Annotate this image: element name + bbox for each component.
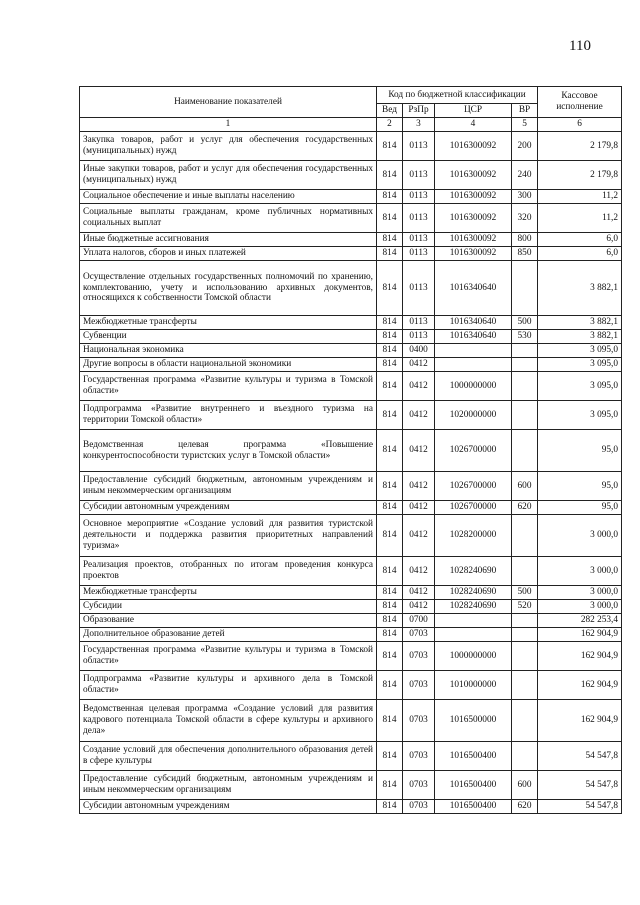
row-name: Создание условий для обеспечения дополнительного образования детей в сфере культуры [80,742,377,771]
budget-execution-table [79,86,622,814]
row-vr [512,358,538,372]
row-sum: 95,0 [538,472,622,501]
row-vr [512,261,538,316]
row-ved: 814 [377,358,403,372]
row-ved: 814 [377,628,403,642]
row-ved: 814 [377,132,403,161]
table-row [80,358,622,372]
row-ved: 814 [377,344,403,358]
row-sum: 2 179,8 [538,132,622,161]
row-vr: 520 [512,600,538,614]
table-row [80,557,622,586]
row-vr: 200 [512,132,538,161]
col-number: 1 [80,118,377,132]
table-row [80,742,622,771]
row-sum: 3 882,1 [538,316,622,330]
row-rzpr: 0113 [403,247,435,261]
row-ved: 814 [377,261,403,316]
table-row [80,261,622,316]
row-name: Осуществление отдельных государственных полномочий по хранению, комплектованию, учету и использованию архивных документов, относящихся к собственности Томской области [80,261,377,316]
row-sum: 3 095,0 [538,372,622,401]
row-ved: 814 [377,515,403,557]
row-name: Реализация проектов, отобранных по итогам проведения конкурса проектов [80,557,377,586]
table-row [80,614,622,628]
table-row [80,700,622,742]
row-sum: 3 000,0 [538,586,622,600]
row-ved: 814 [377,557,403,586]
row-csr: 1016500000 [435,700,512,742]
row-vr [512,401,538,430]
row-name: Межбюджетные трансферты [80,316,377,330]
row-csr [435,628,512,642]
row-vr [512,344,538,358]
row-rzpr: 0113 [403,316,435,330]
row-sum: 54 547,8 [538,800,622,814]
row-csr: 1016500400 [435,742,512,771]
header-rzpr: РзПр [403,104,435,118]
table-row [80,600,622,614]
row-name: Ведомственная целевая программа «Повышение конкурентоспособности туристских услуг в Томской области» [80,430,377,472]
row-csr: 1026700000 [435,430,512,472]
row-name: Ведомственная целевая программа «Создание условий для развития кадрового потенциала Томской области в сфере культуры и архивного дела» [80,700,377,742]
table-row [80,671,622,700]
column-number-row [80,118,622,132]
row-vr [512,557,538,586]
row-rzpr: 0113 [403,233,435,247]
row-ved: 814 [377,430,403,472]
row-ved: 814 [377,742,403,771]
row-csr: 1016300092 [435,132,512,161]
row-name: Образование [80,614,377,628]
table-row [80,800,622,814]
row-vr [512,742,538,771]
table-row [80,642,622,671]
row-vr: 500 [512,316,538,330]
row-rzpr: 0703 [403,800,435,814]
row-ved: 814 [377,771,403,800]
row-name: Подпрограмма «Развитие культуры и архивного дела в Томской области» [80,671,377,700]
row-name: Национальная экономика [80,344,377,358]
table-row [80,401,622,430]
row-rzpr: 0400 [403,344,435,358]
row-sum: 162 904,9 [538,628,622,642]
row-ved: 814 [377,190,403,204]
table-row [80,344,622,358]
row-vr: 500 [512,586,538,600]
row-csr: 1020000000 [435,401,512,430]
row-name: Подпрограмма «Развитие внутреннего и въездного туризма на территории Томской области» [80,401,377,430]
row-csr: 1028240690 [435,586,512,600]
row-vr: 600 [512,472,538,501]
row-sum: 54 547,8 [538,742,622,771]
row-rzpr: 0412 [403,515,435,557]
row-vr: 300 [512,190,538,204]
row-vr [512,671,538,700]
row-sum: 3 000,0 [538,557,622,586]
table-row [80,586,622,600]
row-ved: 814 [377,233,403,247]
row-rzpr: 0703 [403,628,435,642]
row-csr: 1016340640 [435,261,512,316]
header-code-group: Код по бюджетной классификации [377,87,538,104]
row-name: Государственная программа «Развитие культуры и туризма в Томской области» [80,372,377,401]
table-row [80,501,622,515]
row-sum: 162 904,9 [538,700,622,742]
row-name: Субвенции [80,330,377,344]
row-ved: 814 [377,700,403,742]
row-vr: 620 [512,501,538,515]
col-number: 3 [403,118,435,132]
row-csr: 1016300092 [435,190,512,204]
col-number: 4 [435,118,512,132]
row-vr: 620 [512,800,538,814]
row-rzpr: 0703 [403,771,435,800]
row-rzpr: 0703 [403,642,435,671]
row-sum: 3 000,0 [538,600,622,614]
row-rzpr: 0700 [403,614,435,628]
row-name: Иные бюджетные ассигнования [80,233,377,247]
row-ved: 814 [377,372,403,401]
row-ved: 814 [377,204,403,233]
table-row [80,204,622,233]
col-number: 5 [512,118,538,132]
table-row [80,771,622,800]
row-rzpr: 0412 [403,372,435,401]
row-sum: 11,2 [538,204,622,233]
table-row [80,233,622,247]
table-row [80,316,622,330]
row-ved: 814 [377,316,403,330]
row-ved: 814 [377,401,403,430]
row-vr: 320 [512,204,538,233]
header-cash-line1: Кассовое [561,91,598,102]
row-name: Предоставление субсидий бюджетным, автономным учреждениям и иным некоммерческим организациям [80,472,377,501]
row-rzpr: 0703 [403,671,435,700]
row-sum: 95,0 [538,430,622,472]
row-name: Основное мероприятие «Создание условий для развития туристской деятельности и поддержка развития приоритетных направлений туризма» [80,515,377,557]
row-name: Уплата налогов, сборов и иных платежей [80,247,377,261]
row-name: Социальное обеспечение и иные выплаты населению [80,190,377,204]
row-csr: 1016300092 [435,204,512,233]
row-csr: 1016300092 [435,233,512,247]
page-number: 110 [569,38,591,54]
row-name: Закупка товаров, работ и услуг для обеспечения государственных (муниципальных) нужд [80,132,377,161]
table-row [80,628,622,642]
table-row [80,472,622,501]
row-ved: 814 [377,671,403,700]
table-row [80,515,622,557]
row-name: Государственная программа «Развитие культуры и туризма в Томской области» [80,642,377,671]
row-sum: 95,0 [538,501,622,515]
row-vr: 800 [512,233,538,247]
row-csr: 1016500400 [435,771,512,800]
row-csr: 1016300092 [435,161,512,190]
row-name: Субсидии автономным учреждениям [80,501,377,515]
row-sum: 162 904,9 [538,671,622,700]
row-sum: 3 882,1 [538,261,622,316]
header-cash-execution [538,87,622,118]
row-csr [435,344,512,358]
header-name: Наименование показателей [80,87,377,118]
row-rzpr: 0703 [403,700,435,742]
row-name: Иные закупки товаров, работ и услуг для обеспечения государственных (муниципальных) нужд [80,161,377,190]
row-sum: 162 904,9 [538,642,622,671]
row-csr: 1016300092 [435,247,512,261]
row-sum: 6,0 [538,233,622,247]
row-ved: 814 [377,642,403,671]
row-name: Социальные выплаты гражданам, кроме публичных нормативных социальных выплат [80,204,377,233]
row-csr: 1026700000 [435,501,512,515]
row-name: Предоставление субсидий бюджетным, автономным учреждениям и иным некоммерческим организациям [80,771,377,800]
row-rzpr: 0412 [403,430,435,472]
row-rzpr: 0412 [403,586,435,600]
row-rzpr: 0113 [403,261,435,316]
row-csr: 1026700000 [435,472,512,501]
row-csr: 1016340640 [435,316,512,330]
table-header [80,87,622,132]
row-vr: 850 [512,247,538,261]
row-sum: 3 095,0 [538,344,622,358]
table-row [80,190,622,204]
row-csr: 1016500400 [435,800,512,814]
row-vr: 600 [512,771,538,800]
row-vr [512,372,538,401]
row-ved: 814 [377,614,403,628]
row-sum: 2 179,8 [538,161,622,190]
row-rzpr: 0412 [403,501,435,515]
table-body [80,132,622,814]
row-ved: 814 [377,501,403,515]
row-ved: 814 [377,600,403,614]
row-rzpr: 0113 [403,204,435,233]
row-vr [512,430,538,472]
row-rzpr: 0412 [403,600,435,614]
row-csr: 1010000000 [435,671,512,700]
row-rzpr: 0113 [403,330,435,344]
row-csr: 1000000000 [435,642,512,671]
header-ved: Вед [377,104,403,118]
row-rzpr: 0703 [403,742,435,771]
row-vr [512,628,538,642]
row-csr: 1028240690 [435,557,512,586]
row-sum: 3 095,0 [538,401,622,430]
row-ved: 814 [377,247,403,261]
table-row [80,372,622,401]
row-ved: 814 [377,472,403,501]
row-rzpr: 0412 [403,557,435,586]
row-rzpr: 0412 [403,358,435,372]
row-csr: 1016340640 [435,330,512,344]
row-vr: 240 [512,161,538,190]
row-rzpr: 0113 [403,161,435,190]
col-number: 6 [538,118,622,132]
row-sum: 3 095,0 [538,358,622,372]
table-row [80,132,622,161]
row-sum: 3 000,0 [538,515,622,557]
row-rzpr: 0412 [403,401,435,430]
row-rzpr: 0113 [403,132,435,161]
row-ved: 814 [377,161,403,190]
row-vr [512,642,538,671]
row-rzpr: 0412 [403,472,435,501]
header-csr: ЦСР [435,104,512,118]
row-csr: 1000000000 [435,372,512,401]
row-sum: 3 882,1 [538,330,622,344]
table-row [80,247,622,261]
row-name: Дополнительное образование детей [80,628,377,642]
row-ved: 814 [377,800,403,814]
row-csr [435,358,512,372]
table-row [80,430,622,472]
table-row [80,330,622,344]
col-number: 2 [377,118,403,132]
row-ved: 814 [377,330,403,344]
table-row [80,161,622,190]
row-ved: 814 [377,586,403,600]
row-name: Субсидии [80,600,377,614]
row-sum: 54 547,8 [538,771,622,800]
row-rzpr: 0113 [403,190,435,204]
row-csr: 1028240690 [435,600,512,614]
row-vr [512,614,538,628]
row-sum: 282 253,4 [538,614,622,628]
row-name: Другие вопросы в области национальной экономики [80,358,377,372]
row-csr: 1028200000 [435,515,512,557]
row-vr: 530 [512,330,538,344]
header-cash-line2: исполнение [556,102,603,112]
row-sum: 11,2 [538,190,622,204]
row-sum: 6,0 [538,247,622,261]
header-vr: ВР [512,104,538,118]
row-vr [512,700,538,742]
row-csr [435,614,512,628]
row-name: Субсидии автономным учреждениям [80,800,377,814]
row-vr [512,515,538,557]
row-name: Межбюджетные трансферты [80,586,377,600]
